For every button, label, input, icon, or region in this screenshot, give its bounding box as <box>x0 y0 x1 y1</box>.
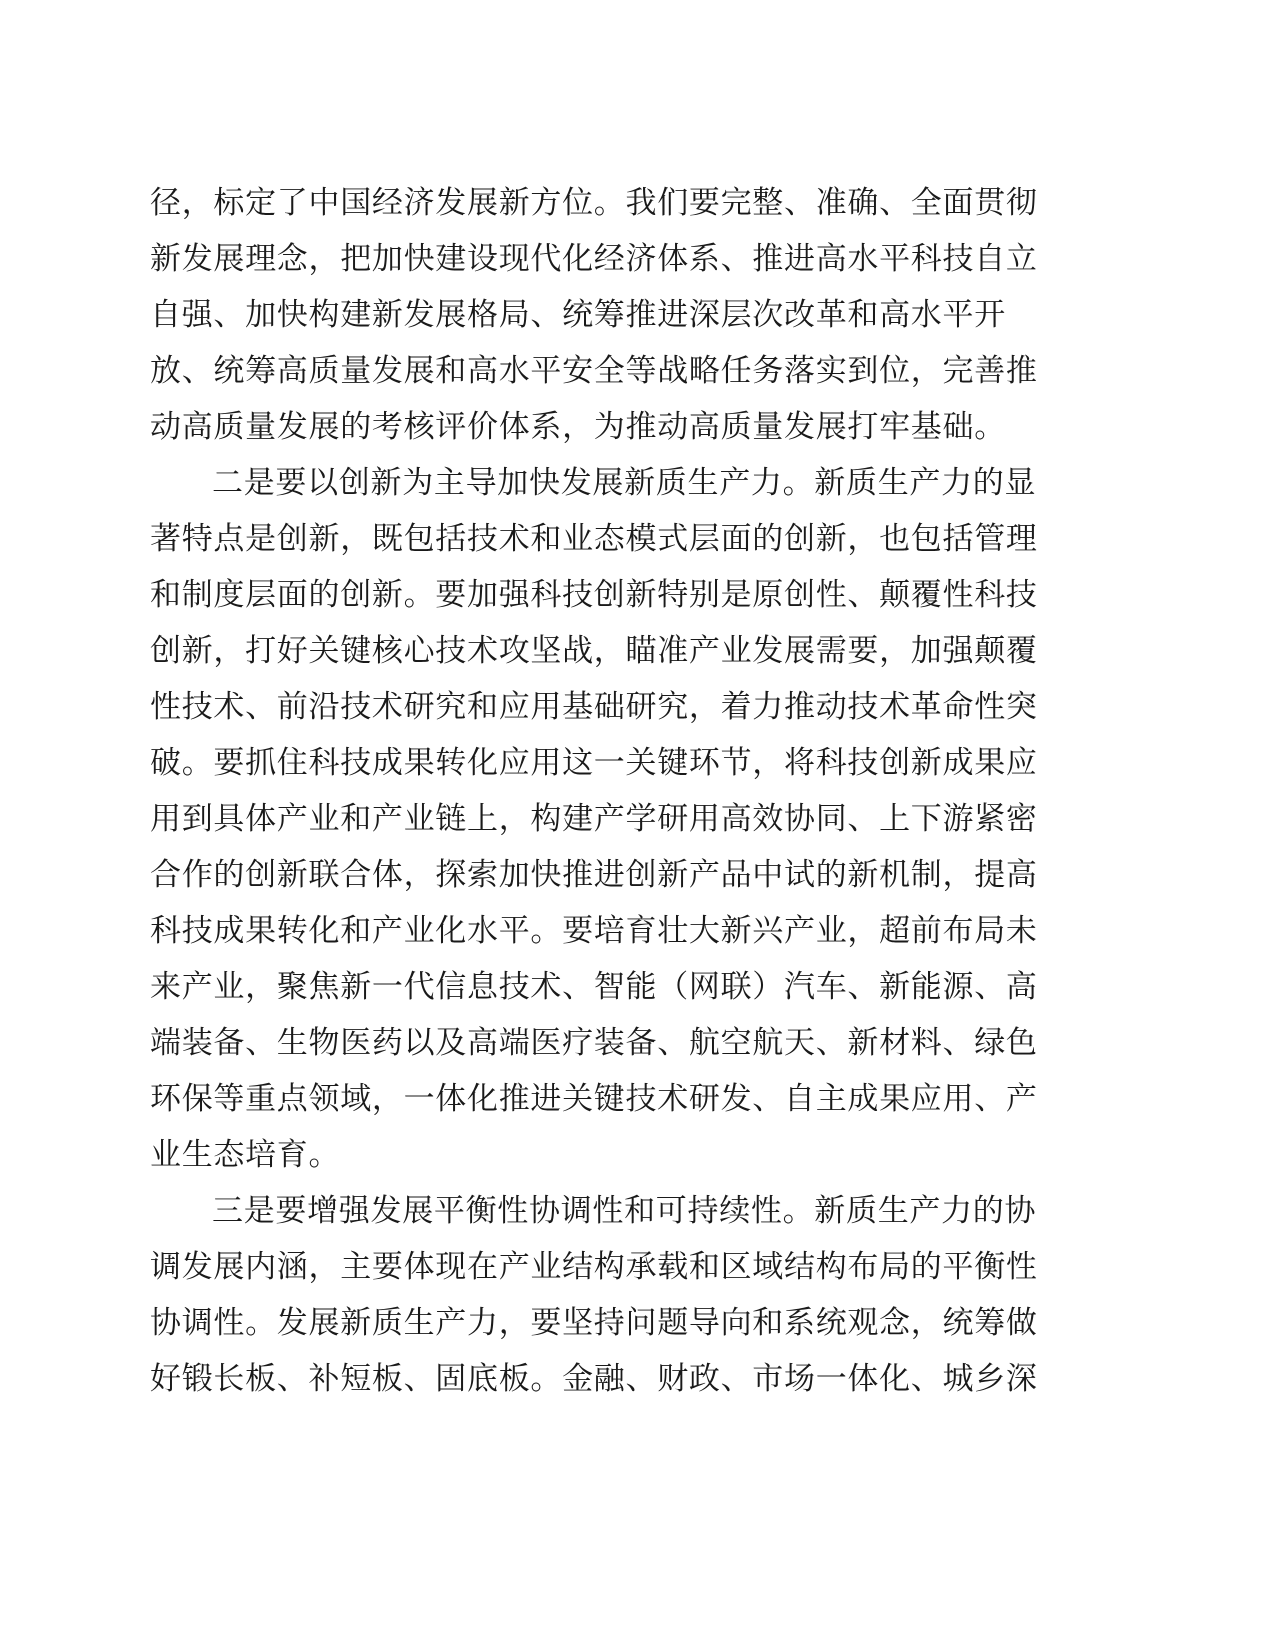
text-line: 破。要抓住科技成果转化应用这一关键环节，将科技创新成果应 <box>150 745 1038 781</box>
text-line: 新发展理念，把加快建设现代化经济体系、推进高水平科技自立 <box>150 241 1038 277</box>
text-line: 自强、加快构建新发展格局、统筹推进深层次改革和高水平开 <box>150 297 1006 333</box>
text-line: 端装备、生物医药以及高端医疗装备、航空航天、新材料、绿色 <box>150 1025 1038 1061</box>
text-line: 创新，打好关键核心技术攻坚战，瞄准产业发展需要，加强颠覆 <box>150 633 1038 669</box>
text-line: 径，标定了中国经济发展新方位。我们要完整、准确、全面贯彻 <box>150 185 1038 221</box>
text-line: 和制度层面的创新。要加强科技创新特别是原创性、颠覆性科技 <box>150 577 1038 613</box>
text-line: 著特点是创新，既包括技术和业态模式层面的创新，也包括管理 <box>150 521 1038 557</box>
paragraph-start-line: 二是要以创新为主导加快发展新质生产力。新质生产力的显 <box>212 465 1037 501</box>
text-line: 放、统筹高质量发展和高水平安全等战略任务落实到位，完善推 <box>150 353 1038 389</box>
text-line: 科技成果转化和产业化水平。要培育壮大新兴产业，超前布局未 <box>150 913 1038 949</box>
text-line: 好锻长板、补短板、固底板。金融、财政、市场一体化、城乡深 <box>150 1361 1038 1397</box>
text-line: 性技术、前沿技术研究和应用基础研究，着力推动技术革命性突 <box>150 689 1038 725</box>
text-line: 业生态培育。 <box>150 1137 341 1173</box>
text-line: 来产业，聚焦新一代信息技术、智能（网联）汽车、新能源、高 <box>150 969 1038 1005</box>
paragraph-start-line: 三是要增强发展平衡性协调性和可持续性。新质生产力的协 <box>212 1193 1037 1229</box>
text-line: 环保等重点领域，一体化推进关键技术研发、自主成果应用、产 <box>150 1081 1038 1117</box>
text-line: 协调性。发展新质生产力，要坚持问题导向和系统观念，统筹做 <box>150 1305 1038 1341</box>
text-line: 合作的创新联合体，探索加快推进创新产品中试的新机制，提高 <box>150 857 1038 893</box>
text-line: 调发展内涵，主要体现在产业结构承载和区域结构布局的平衡性 <box>150 1249 1038 1285</box>
text-line: 用到具体产业和产业链上，构建产学研用高效协同、上下游紧密 <box>150 801 1038 837</box>
text-line: 动高质量发展的考核评价体系，为推动高质量发展打牢基础。 <box>150 409 1006 445</box>
